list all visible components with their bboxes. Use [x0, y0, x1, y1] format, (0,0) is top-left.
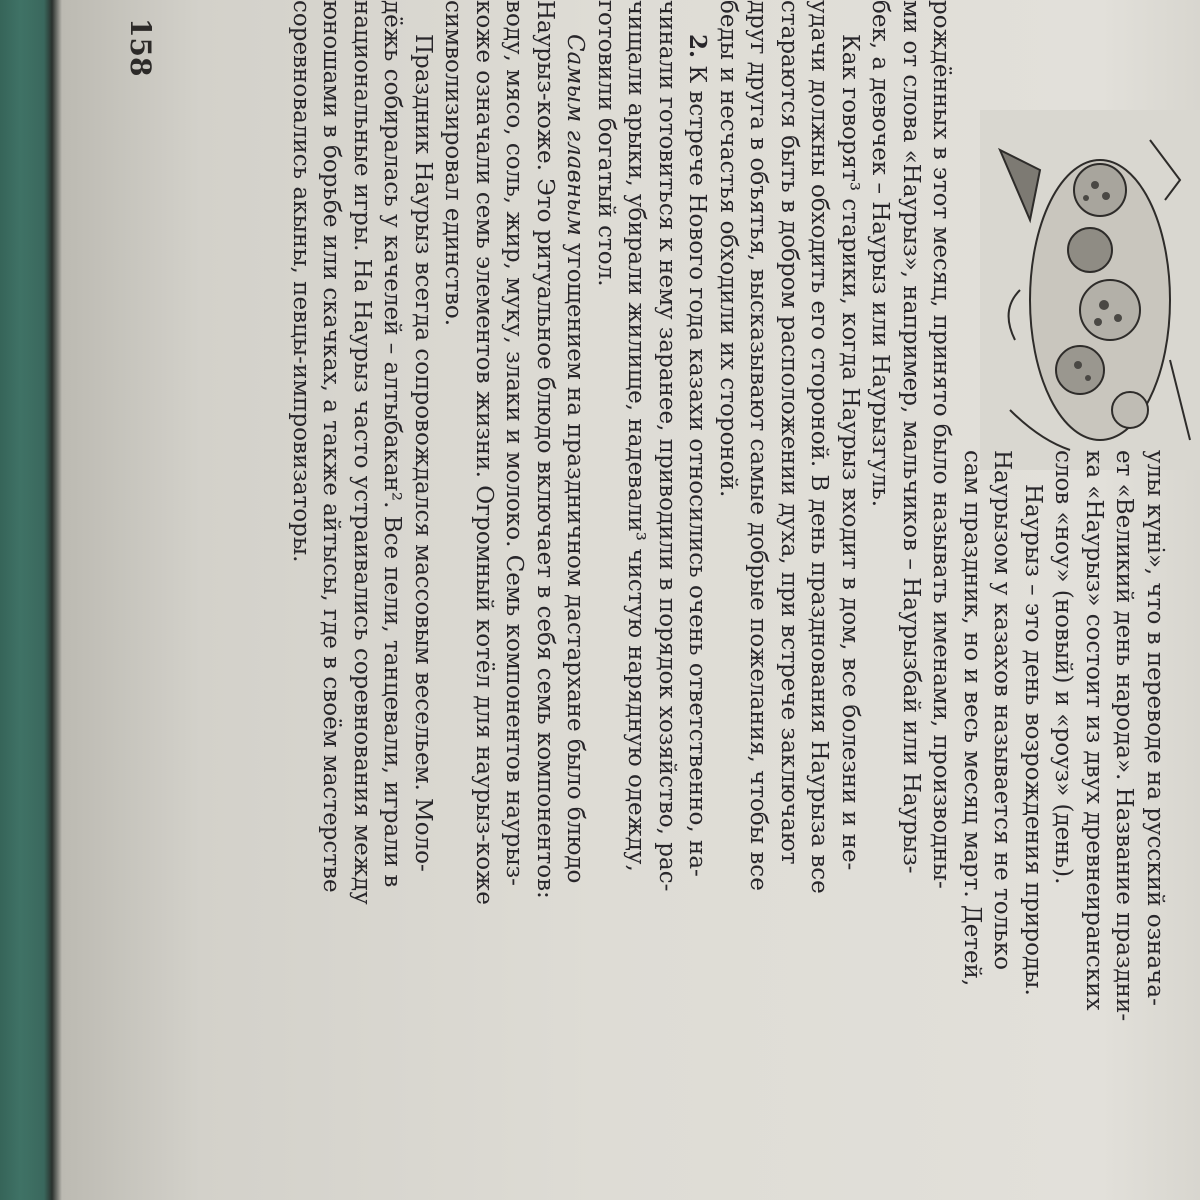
text-span: К встрече Нового года казахи относились очень ответственно, на-	[684, 58, 711, 877]
text-line: чинали готовиться к нему заранее, приводили в порядок хозяйство, рас-	[654, 0, 680, 892]
text-line: национальные игры. На Наурыз часто устраивались соревнования между	[349, 0, 375, 905]
text-line: рождённых в этот месяц, принято было называть именами, производны-	[928, 0, 955, 889]
text-line: друг друга в объятья, высказывают самые добрые пожелания, чтобы все	[745, 0, 772, 891]
text-line: удачи должны обходить его стороной. В день празднования Наурыза все	[806, 0, 833, 894]
text-line	[560, 0, 591, 1200]
text-line: улы күні», что в переводе на русский означа-	[1142, 450, 1168, 1006]
text-line	[682, 0, 713, 1200]
text-line: воду, мясо, соль, жир, муку, злаки и молоко. Семь компонентов наурыз-	[501, 0, 528, 886]
text-line: символизировал единство.	[440, 0, 467, 327]
text-line: дёжь собиралась у качелей – алтыбакан². Все пели, танцевали, играли в	[379, 0, 406, 888]
text-line: стараются быть в добром расположении духа, при встрече заключают	[776, 0, 802, 865]
text-line: Наурыз-коже. Это ритуальное блюдо включает в себя семь компонентов:	[532, 0, 558, 899]
text-line: Праздник Наурыз всегда сопровождался массовым весельем. Моло-	[410, 34, 436, 872]
page-number: 158	[124, 18, 157, 77]
text-line: ет «Великий день народа». Название праздни-	[1111, 450, 1138, 1022]
text-line: беды и несчастья обходили их стороной.	[715, 0, 741, 498]
text-line: сам праздник, но и весь месяц март. Детей,	[959, 450, 985, 987]
text-line: слов «ноу» (новый) и «роуз» (день).	[1050, 450, 1077, 885]
book-spine-edge	[0, 0, 60, 1200]
text-line: Как говорят³ старики, когда Наурыз входит в дом, все болезни и не-	[837, 34, 863, 871]
text-line: ка «Наурыз» состоит из двух древнеиранских	[1081, 450, 1107, 1011]
text-span: угощением на праздничном дастархане было блюдо	[562, 235, 589, 884]
italic-text: Самым главным	[562, 34, 589, 236]
page-text-rotated	[160, 0, 1200, 1200]
text-line: юношами в борьбе или скачках, а также айтысы, где в своём мастерстве	[318, 0, 345, 893]
text-line: бек, а девочек – Наурыз или Наурызгуль.	[867, 0, 894, 508]
text-line: соревновались акыны, певцы-импровизаторы.	[288, 0, 314, 563]
section-number: 2.	[684, 34, 712, 59]
text-line: Наурыз – это день возрождения природы.	[1020, 484, 1046, 996]
text-line: готовили богатый стол.	[593, 0, 619, 287]
text-line: чищали арыки, убирали жилище, надевали³ чистую нарядную одежду,	[623, 0, 650, 872]
text-line: Наурызом у казахов называется не только	[989, 450, 1016, 970]
text-line: коже означали семь элементов жизни. Огромный котёл для наурыз-коже	[471, 0, 497, 905]
text-line: ми от слова «Наурыз», например, мальчиков – Наурызбай или Наурыз-	[898, 0, 924, 874]
